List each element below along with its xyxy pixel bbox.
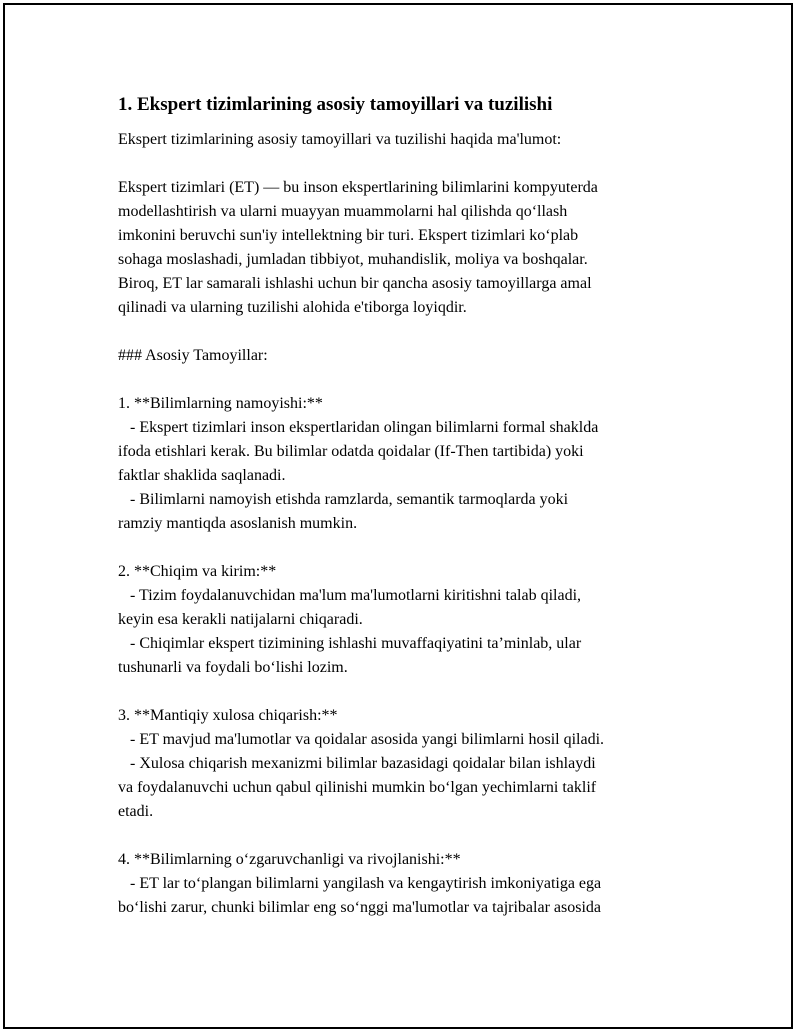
intro-text: Ekspert tizimlarining asosiy tamoyillari va tuzilishi haqida ma'lumot: (118, 131, 562, 148)
section-line: 3. **Mantiqiy xulosa chiqarish:** (118, 707, 338, 724)
principle-section-2 (118, 560, 688, 680)
principle-section-3 (118, 704, 688, 824)
paragraph-line: modellashtirish va ularni muayyan muammolarni hal qilishda qo‘llash (118, 203, 568, 220)
section-line: faktlar shaklida saqlanadi. (118, 467, 286, 484)
section-line: - Bilimlarni namoyish etishda ramzlarda, semantik tarmoqlarda yoki (118, 491, 569, 508)
section-line: - ET mavjud ma'lumotlar va qoidalar asosida yangi bilimlarni hosil qiladi. (118, 731, 605, 748)
section-line: etadi. (118, 803, 154, 820)
section-line: - ET lar to‘plangan bilimlarni yangilash va kengaytirish imkoniyatiga ega (118, 875, 602, 892)
section-line: va foydalanuvchi uchun qabul qilinishi mumkin bo‘lgan yechimlarni taklif (118, 779, 597, 796)
spacer (118, 368, 688, 392)
document-title: 1. Ekspert tizimlarining asosiy tamoyillari va tuzilishi (118, 94, 553, 115)
paragraph-line: qilinadi va ularning tuzilishi alohida e'tiborga loyiqdir. (118, 299, 467, 316)
paragraph-line: imkonini beruvchi sun'iy intellektning bir turi. Ekspert tizimlari ko‘plab (118, 227, 579, 244)
spacer (118, 824, 688, 848)
section-line: tushunarli va foydali bo‘lishi lozim. (118, 659, 348, 676)
principle-section-1 (118, 392, 688, 536)
section-line: 1. **Bilimlarning namoyishi:** (118, 395, 323, 412)
section-line: 4. **Bilimlarning o‘zgaruvchanligi va rivojlanishi:** (118, 851, 461, 868)
principle-section-4 (118, 848, 688, 920)
section-line: - Chiqimlar ekspert tizimining ishlashi muvaffaqiyatini ta’minlab, ular (118, 635, 582, 652)
section-line: bo‘lishi zarur, chunki bilimlar eng so‘nggi ma'lumotlar va tajribalar asosida (118, 899, 601, 916)
spacer (118, 536, 688, 560)
document-body (118, 92, 688, 920)
paragraph-line: Biroq, ET lar samarali ishlashi uchun bir qancha asosiy tamoyillarga amal (118, 275, 592, 292)
section-line: - Tizim foydalanuvchidan ma'lum ma'lumotlarni kiritishni talab qiladi, (118, 587, 582, 604)
spacer (118, 152, 688, 176)
section-line: - Xulosa chiqarish mexanizmi bilimlar bazasidagi qoidalar bilan ishlaydi (118, 755, 596, 772)
section-line: - Ekspert tizimlari inson ekspertlaridan olingan bilimlarni formal shaklda (118, 419, 599, 436)
intro-paragraph (118, 176, 688, 320)
section-heading: ### Asosiy Tamoyillar: (118, 347, 268, 364)
paragraph-line: sohaga moslashadi, jumladan tibbiyot, muhandislik, moliya va boshqalar. (118, 251, 588, 268)
section-line: ramziy mantiqda asoslanish mumkin. (118, 515, 358, 532)
section-line: ifoda etishlari kerak. Bu bilimlar odatda qoidalar (If-Then tartibida) yoki (118, 443, 584, 460)
spacer (118, 680, 688, 704)
section-line: keyin esa kerakli natijalarni chiqaradi. (118, 611, 363, 628)
paragraph-line: Ekspert tizimlari (ET) — bu inson ekspertlarining bilimlarini kompyuterda (118, 179, 598, 196)
section-line: 2. **Chiqim va kirim:** (118, 563, 277, 580)
spacer (118, 320, 688, 344)
